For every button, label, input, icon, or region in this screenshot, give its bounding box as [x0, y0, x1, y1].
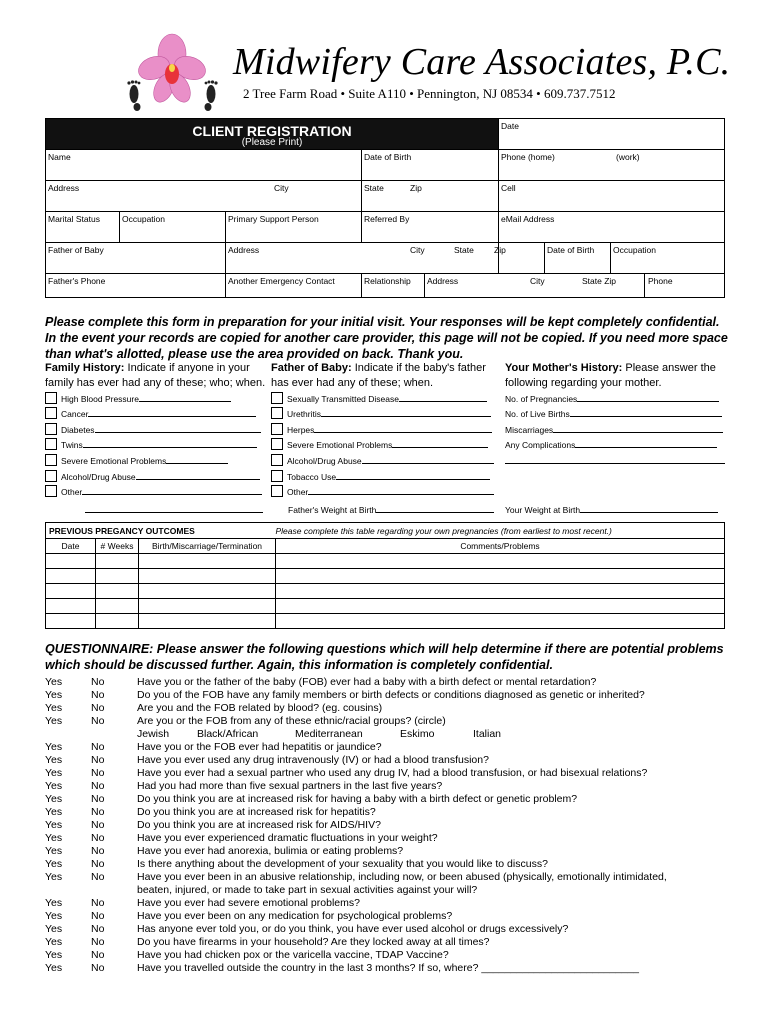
fob-item[interactable]: Sexually Transmitted Disease — [271, 392, 487, 404]
phone-work-field[interactable]: (work) — [616, 152, 640, 162]
yes-option[interactable]: Yes — [45, 715, 63, 727]
table-title: PREVIOUS PREGANCY OUTCOMES — [46, 523, 276, 539]
registration-subtitle: (Please Print) — [241, 137, 303, 148]
city-field[interactable]: City — [274, 183, 289, 193]
ethnic-group-option[interactable]: Jewish — [137, 728, 170, 740]
ethnic-group-option[interactable]: Eskimo — [400, 728, 435, 740]
fob-item[interactable]: Tobacco Use — [271, 470, 490, 482]
no-option[interactable]: No — [91, 806, 105, 818]
intro-paragraph: Please complete this form in preparation for your initial visit. Your responses will be kept completely confidential. In the event your records are copied for another care provider, this page will not be copied. If you need more space than what's allotted, please use the area provided on back. Thank you. — [45, 315, 728, 361]
yes-option[interactable]: Yes — [45, 910, 63, 922]
yes-option[interactable]: Yes — [45, 949, 63, 961]
checkbox[interactable] — [45, 438, 57, 450]
question-text: Have you or the father of the baby (FOB) ever had a baby with a birth defect or mental retardation? — [137, 676, 597, 688]
checkbox[interactable] — [45, 470, 57, 482]
yes-option[interactable]: Yes — [45, 741, 63, 753]
emergency-address-field[interactable]: Address — [427, 276, 459, 286]
phone-home-field[interactable]: Phone (home) — [501, 152, 555, 162]
fathers-phone-field[interactable]: Father's Phone — [48, 276, 106, 286]
previous-pregnancy-table — [45, 522, 725, 629]
no-option[interactable]: No — [91, 819, 105, 831]
question-text: Have you or the FOB ever had hepatitis or jaundice? — [137, 741, 382, 753]
question-text: Have you travelled outside the country in the last 3 months? If so, where? ___________________________ — [137, 962, 640, 974]
name-field[interactable]: Name — [48, 152, 71, 162]
occupation-field[interactable]: Occupation — [122, 214, 165, 224]
no-option[interactable]: No — [91, 715, 105, 727]
fob-item[interactable]: Other — [271, 485, 494, 497]
family-history-text1: Indicate if anyone in your — [124, 362, 250, 374]
question-text: Do you think you are at increased risk for having a baby with a birth defect or genetic problem? — [137, 793, 578, 805]
question-text: Are you or the FOB from any of these ethnic/racial groups? (circle) — [137, 715, 446, 727]
family-item[interactable]: Other — [45, 485, 262, 497]
father-of-baby-heading — [271, 361, 501, 391]
zip-field[interactable]: Zip — [410, 183, 422, 193]
yes-option[interactable]: Yes — [45, 767, 63, 779]
no-option[interactable]: No — [91, 676, 105, 688]
family-item[interactable]: Severe Emotional Problems — [45, 454, 228, 466]
dob-field[interactable]: Date of Birth — [364, 152, 412, 162]
mother-history-text1: Please answer the — [622, 362, 716, 374]
emergency-city-field[interactable]: City — [530, 276, 545, 286]
fob-item[interactable]: Herpes — [271, 423, 492, 435]
family-item[interactable]: Alcohol/Drug Abuse — [45, 470, 260, 482]
col-weeks: # Weeks — [96, 539, 139, 554]
fob-address-field[interactable]: Address — [228, 245, 260, 255]
yes-option[interactable]: Yes — [45, 702, 63, 714]
checkbox[interactable] — [271, 485, 283, 497]
checkbox[interactable] — [45, 423, 57, 435]
fob-occupation-field[interactable]: Occupation — [613, 245, 656, 255]
email-field[interactable]: eMail Address — [501, 214, 555, 224]
referred-by-field[interactable]: Referred By — [364, 214, 410, 224]
fob-state-field[interactable]: State — [454, 245, 474, 255]
question-text: Do you think you are at increased risk for hepatitis? — [137, 806, 376, 818]
logo-orchid-footprints — [118, 32, 226, 114]
question-text: Have you ever experienced dramatic fluctuations in your weight? — [137, 832, 438, 844]
emergency-phone-field[interactable]: Phone — [648, 276, 673, 286]
yes-option[interactable]: Yes — [45, 832, 63, 844]
family-extra-line[interactable] — [85, 503, 263, 515]
checkbox[interactable] — [271, 470, 283, 482]
yes-option[interactable]: Yes — [45, 962, 63, 974]
no-option[interactable]: No — [91, 949, 105, 961]
question-text: Are you and the FOB related by blood? (eg. cousins) — [137, 702, 383, 714]
father-of-baby-field[interactable]: Father of Baby — [48, 245, 104, 255]
no-option[interactable]: No — [91, 780, 105, 792]
family-history-heading — [45, 361, 270, 391]
support-person-field[interactable]: Primary Support Person — [228, 214, 319, 224]
family-item[interactable]: Cancer — [45, 407, 256, 419]
no-option[interactable]: No — [91, 845, 105, 857]
registration-banner — [46, 119, 498, 149]
family-item[interactable]: High Blood Pressure — [45, 392, 231, 404]
question-text: Do you think you are at increased risk for AIDS/HIV? — [137, 819, 381, 831]
fob-text1: Indicate if the baby's father — [351, 362, 486, 374]
yes-option[interactable]: Yes — [45, 845, 63, 857]
date-field[interactable]: Date — [501, 121, 519, 131]
no-option[interactable]: No — [91, 871, 105, 883]
cell-field[interactable]: Cell — [501, 183, 516, 193]
ethnic-group-option[interactable]: Mediterranean — [295, 728, 363, 740]
col-outcome: Birth/Miscarriage/Termination — [139, 539, 276, 554]
fob-item[interactable]: Severe Emotional Problems — [271, 438, 488, 450]
yes-option[interactable]: Yes — [45, 923, 63, 935]
question-text: Have you had chicken pox or the varicella vaccine, TDAP Vaccine? — [137, 949, 449, 961]
no-option[interactable]: No — [91, 767, 105, 779]
yes-option[interactable]: Yes — [45, 858, 63, 870]
question-text: Have you ever had anorexia, bulimia or eating problems? — [137, 845, 404, 857]
fob-title: Father of Baby: — [271, 362, 352, 374]
question-text: Have you ever used any drug intravenously (IV) or had a blood transfusion? — [137, 754, 489, 766]
mother-history-text2: following regarding your mother. — [505, 377, 662, 389]
checkbox[interactable] — [271, 423, 283, 435]
emergency-state-zip-field[interactable]: State Zip — [582, 276, 617, 286]
no-option[interactable]: No — [91, 897, 105, 909]
yes-option[interactable]: Yes — [45, 689, 63, 701]
fob-item[interactable]: Alcohol/Drug Abuse — [271, 454, 494, 466]
fob-text2: has ever had any of these; when. — [271, 377, 434, 389]
table-row[interactable] — [46, 569, 725, 584]
relationship-field[interactable]: Relationship — [364, 276, 411, 286]
yes-option[interactable]: Yes — [45, 780, 63, 792]
marital-status-field[interactable]: Marital Status — [48, 214, 100, 224]
table-header-row — [46, 539, 725, 554]
registration-title: CLIENT REGISTRATION — [192, 123, 352, 139]
ethnic-group-option[interactable]: Black/African — [197, 728, 259, 740]
no-option[interactable]: No — [91, 741, 105, 753]
yes-option[interactable]: Yes — [45, 676, 63, 688]
family-item[interactable]: Diabetes — [45, 423, 261, 435]
question-text: Do you have firearms in your household? Are they locked away at all times? — [137, 936, 490, 948]
question-text: Is there anything about the development of your sexuality that you would like to discuss? — [137, 858, 548, 870]
no-option[interactable]: No — [91, 689, 105, 701]
checkbox[interactable] — [45, 407, 57, 419]
mother-history-heading — [505, 361, 730, 391]
no-option[interactable]: No — [91, 702, 105, 714]
table-title-row — [46, 523, 725, 539]
yes-option[interactable]: Yes — [45, 871, 63, 883]
mother-item[interactable]: Any Complications — [505, 438, 717, 450]
no-option[interactable]: No — [91, 793, 105, 805]
yes-option[interactable]: Yes — [45, 936, 63, 948]
question-text: Have you ever had a sexual partner who used any drug IV, had a blood transfusion, or had bisexual relations? — [137, 767, 648, 779]
mother-history-title: Your Mother's History: — [505, 362, 623, 374]
yes-option[interactable]: Yes — [45, 806, 63, 818]
col-comments: Comments/Problems — [276, 539, 725, 554]
checkbox[interactable] — [271, 454, 283, 466]
fob-weight-field[interactable]: Father's Weight at Birth — [288, 503, 494, 515]
mother-weight-field[interactable]: Your Weight at Birth — [505, 503, 718, 515]
no-option[interactable]: No — [91, 936, 105, 948]
mother-extra-line[interactable] — [505, 454, 725, 466]
yes-option[interactable]: Yes — [45, 754, 63, 766]
checkbox[interactable] — [45, 454, 57, 466]
address-field[interactable]: Address — [48, 183, 80, 193]
no-option[interactable]: No — [91, 832, 105, 844]
checkbox[interactable] — [271, 392, 283, 404]
no-option[interactable]: No — [91, 858, 105, 870]
emergency-contact-field[interactable]: Another Emergency Contact — [228, 276, 335, 286]
table-note: Please complete this table regarding your own pregnancies (from earliest to most recent.) — [276, 523, 725, 539]
question-text: Had you had more than five sexual partners in the last five years? — [137, 780, 443, 792]
question-text: Do you of the FOB have any family members or birth defects or conditions diagnosed as genetic or inherited? — [137, 689, 645, 701]
mother-item[interactable]: Miscarriages — [505, 423, 723, 435]
fob-dob-field[interactable]: Date of Birth — [547, 245, 595, 255]
yes-option[interactable]: Yes — [45, 897, 63, 909]
table-row[interactable] — [46, 554, 725, 569]
no-option[interactable]: No — [91, 754, 105, 766]
table-row[interactable] — [46, 614, 725, 629]
checkbox[interactable] — [271, 438, 283, 450]
mother-item[interactable]: No. of Live Births — [505, 407, 722, 419]
no-option[interactable]: No — [91, 962, 105, 974]
question-text: Have you ever been on any medication for psychological problems? — [137, 910, 453, 922]
question-text: Have you ever had severe emotional problems? — [137, 897, 360, 909]
no-option[interactable]: No — [91, 923, 105, 935]
questionnaire-title: QUESTIONNAIRE: Please answer the following questions which will help determine if there are potential problems which should be discussed further. Again, this information is completely confidential. — [45, 642, 724, 672]
table-row[interactable] — [46, 599, 725, 614]
ethnic-group-option[interactable]: Italian — [473, 728, 502, 740]
family-item[interactable]: Twins — [45, 438, 257, 450]
checkbox[interactable] — [271, 407, 283, 419]
yes-option[interactable]: Yes — [45, 793, 63, 805]
state-field[interactable]: State — [364, 183, 384, 193]
fob-zip-field[interactable]: Zip — [494, 245, 506, 255]
family-history-title: Family History: — [45, 362, 125, 374]
yes-option[interactable]: Yes — [45, 819, 63, 831]
checkbox[interactable] — [45, 392, 57, 404]
family-history-text2: family has ever had any of these; who; when. — [45, 377, 266, 389]
question-text: Have you ever been in an abusive relationship, including now, or been abused (physically, emotionally intimidated, — [137, 871, 667, 883]
fob-city-field[interactable]: City — [410, 245, 425, 255]
fob-item[interactable]: Urethritis — [271, 407, 491, 419]
no-option[interactable]: No — [91, 910, 105, 922]
question-text: Has anyone ever told you, or do you think, you have ever used alcohol or drugs excessively? — [137, 923, 569, 935]
checkbox[interactable] — [45, 485, 57, 497]
table-row[interactable] — [46, 584, 725, 599]
mother-item[interactable]: No. of Pregnancies — [505, 392, 719, 404]
practice-address: 2 Tree Farm Road • Suite A110 • Pennington, NJ 08534 • 609.737.7512 — [243, 86, 616, 101]
brand-name: Midwifery Care Associates, P.C. — [233, 41, 731, 83]
col-date: Date — [46, 539, 96, 554]
